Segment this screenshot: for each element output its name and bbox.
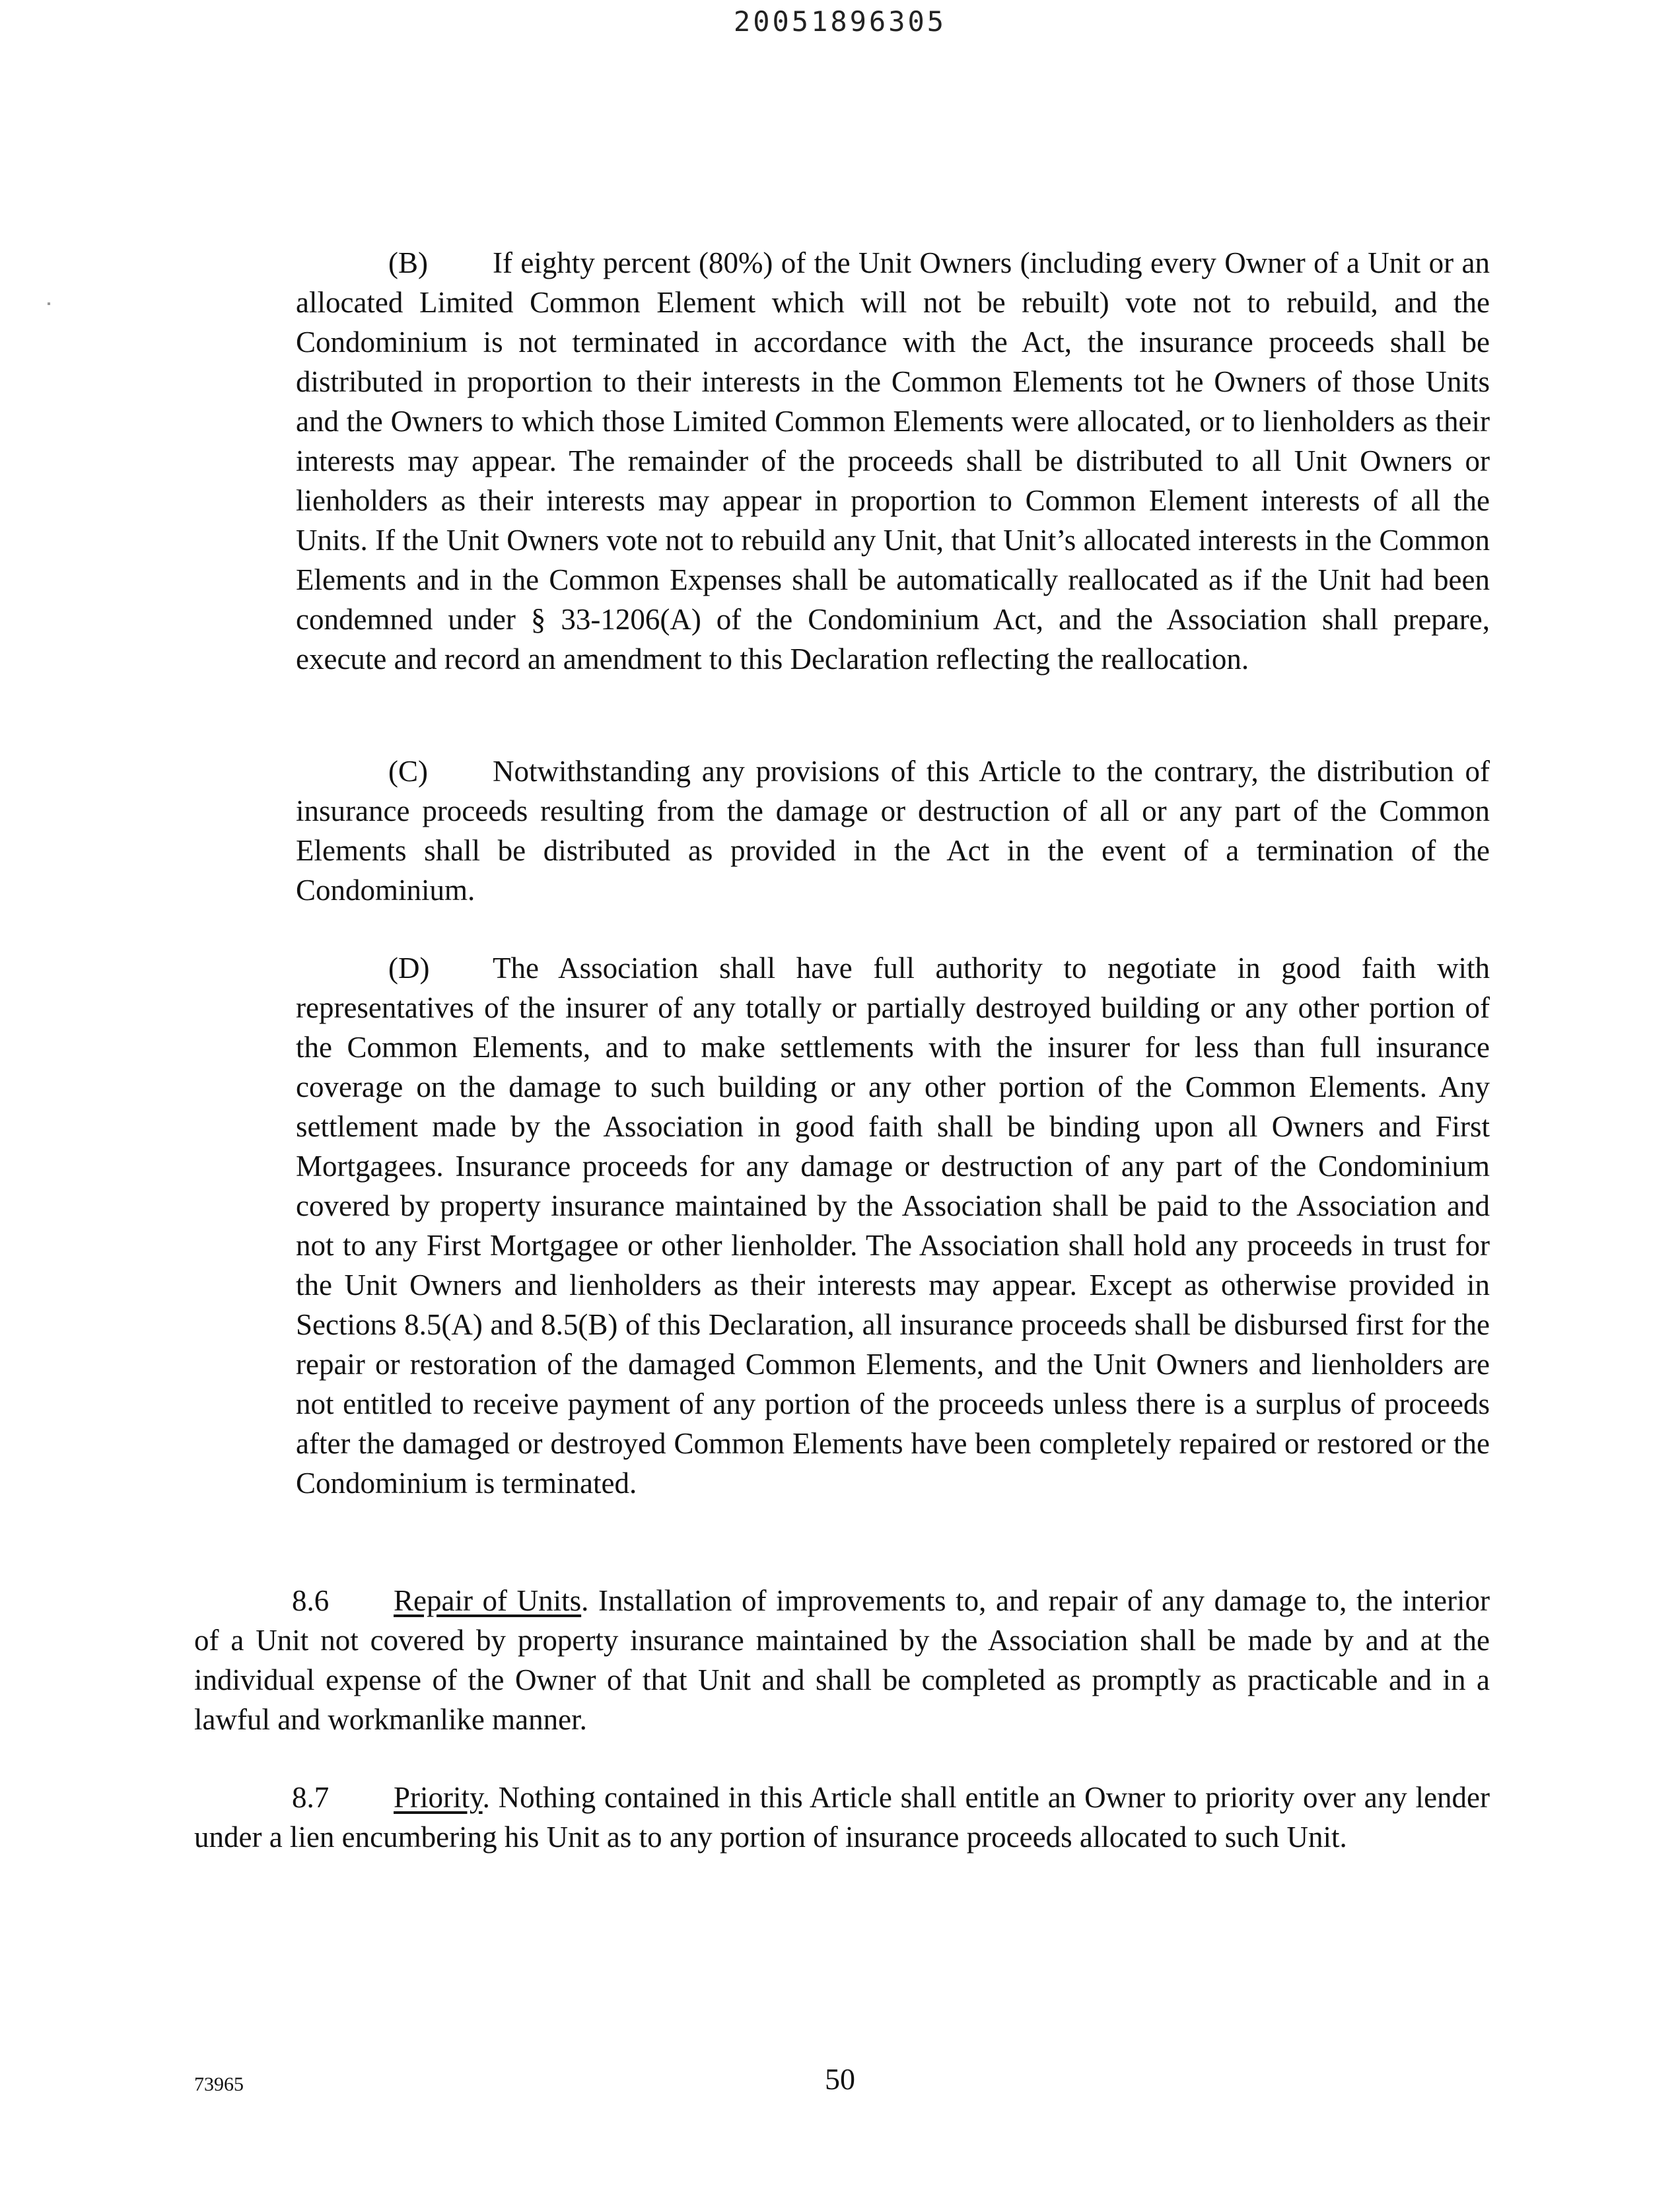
section-8-6-number: 8.6: [292, 1584, 330, 1617]
paragraph-d: [296, 948, 1490, 1503]
section-8-6: [194, 1581, 1490, 1739]
section-8-7-number: 8.7: [292, 1781, 330, 1814]
paragraph-c-text: Notwithstanding any provisions of this Article to the contrary, the distribution of insurance proceeds resulting from the damage or destruction of all or any part of the Common Elements shall be distributed as provided in the Act in the event of a termination of the Condominium.: [296, 755, 1490, 907]
paragraph-d-label: (D): [388, 952, 430, 985]
footer-document-code: 73965: [194, 2073, 244, 2095]
paragraph-b: [296, 243, 1490, 679]
paragraph-c-label: (C): [388, 755, 428, 788]
section-8-6-heading: Repair of Units: [394, 1584, 582, 1617]
paragraph-b-text: If eighty percent (80%) of the Unit Owners (including every Owner of a Unit or an allocated Limited Common Element which will not be rebuilt) vote not to rebuild, and the Condominium is not terminated in accordance with the Act, the insurance proceeds shall be distributed in proportion to their interests in the Common Elements tot he Owners of those Units and the Owners to which those Limited Common Elements were allocated, or to lienholders as their interests may appear. The remainder of the proceeds shall be distributed to all Unit Owners or lienholders as their interests may appear in proportion to Common Element interests of all the Units. If the Unit Owners vote not to rebuild any Unit, that Unit’s allocated interests in the Common Elements and in the Common Expenses shall be automatically reallocated as if the Unit had been condemned under § 33-1206(A) of the Condominium Act, and the Association shall prepare, execute and record an amendment to this Declaration reflecting the reallocation.: [296, 246, 1490, 676]
section-8-7-heading: Priority: [394, 1781, 483, 1814]
document-number: 20051896305: [733, 5, 947, 38]
section-8-7: [194, 1778, 1490, 1857]
paragraph-b-label: (B): [388, 246, 428, 279]
page-number: 50: [825, 2062, 855, 2096]
section-8-6-text: . Installation of improvements to, and repair of any damage to, the interior of a Unit not covered by property insurance maintained by the Association shall be made by and at the individual expense of the Owner of that Unit and shall be completed as promptly as practicable and in a lawful and workmanlike manner.: [194, 1584, 1490, 1736]
paragraph-c: [296, 751, 1490, 910]
section-8-7-text: . Nothing contained in this Article shall entitle an Owner to priority over any lender under a lien encumbering his Unit as to any portion of insurance proceeds allocated to such Unit.: [194, 1781, 1490, 1854]
paragraph-d-text: The Association shall have full authority to negotiate in good faith with representatives of the insurer of any totally or partially destroyed building or any other portion of the Common Elements, and to make settlements with the insurer for less than full insurance coverage on the damage to such building or any other portion of the Common Elements. Any settlement made by the Association in good faith shall be binding upon all Owners and First Mortgagees. Insurance proceeds for any damage or destruction of any part of the Condominium covered by property insurance maintained by the Association shall be paid to the Association and not to any First Mortgagee or other lienholder. The Association shall hold any proceeds in trust for the Unit Owners and lienholders as their interests may appear. Except as otherwise provided in Sections 8.5(A) and 8.5(B) of this Declaration, all insurance proceeds shall be disbursed first for the repair or restoration of the damaged Common Elements, and the Unit Owners and lienholders are not entitled to receive payment of any portion of the proceeds unless there is a surplus of proceeds after the damaged or destroyed Common Elements have been completely repaired or restored or the Condominium is terminated.: [296, 952, 1490, 1500]
scan-speck: [48, 302, 50, 305]
